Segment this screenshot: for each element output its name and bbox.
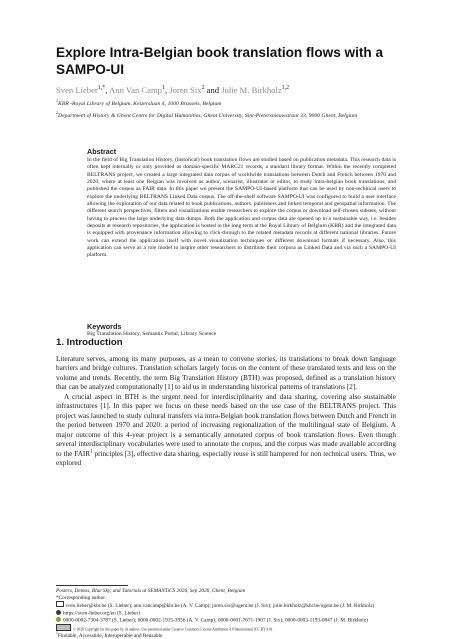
homepage-line bbox=[56, 610, 396, 617]
author-1-sup: 1,* bbox=[97, 85, 106, 92]
venue-note: Posters, Demos, Blue Sky, and Tutorials at SEMANTiCS 2026, Sep 2026, Ghent, Belgium bbox=[56, 588, 246, 594]
orcid-line bbox=[56, 617, 396, 624]
affiliation-2-sup: 2 bbox=[56, 110, 58, 116]
footnote-ref-1[interactable]: 1 bbox=[90, 449, 93, 455]
license-line bbox=[56, 624, 396, 633]
keywords-text: Big Translation History, Semantic Portal, Library Science bbox=[87, 331, 217, 337]
email-line bbox=[56, 601, 396, 609]
paper-title bbox=[56, 44, 396, 78]
footnote-divider bbox=[56, 585, 128, 586]
author-3: Joren Six bbox=[169, 85, 202, 95]
abstract-text: In the field of Big Translation History, (historical) book translation flows are studied based on publication metadata. This research data is often kept internally or only provided as domain-specific MARC21 records, a standard library format. Within the recently completed BELTRANS project, we created a large integrated data corpus of worldwide translations between Dutch and French between 1970 and 2020, where at least one Belgian was involved as author, scenarist, illustrator or editor, to study intra-belgian book translations, and published the corpus as FAIR data. In this paper we present the SAMPO-UI-based platform that can be used by non-technical users to explore the underlying BELTRANS Linked Data corpus. The off-the-shelf software SAMPO-UI was configured to build a user interface allowing the exploration of our data related to book publications, authors, publishers and linked temporal and geospatial information. The different search perspectives, filters and visualizations enable researchers to explore the corpus or download self-chosen subsets, without having to process the large underlying data dumps. Both the application and corpus data are opened up in a sustainable way, i.e. besides deposits at research repositories, the application is hosted in the long term at the Royal Library of Belgium (KBR) and the integrated data is equipped with provenance information allowing to click-through to the related metadata records at different national libraries. Future work can extend the application itself with novel visualization techniques or different download formats if necessary. Also, this application can serve as a role model to inspire other researchers to distribute their corpora as Linked Data and via such a SAMPO-UI platform. bbox=[87, 157, 396, 259]
body-text bbox=[56, 355, 396, 468]
affiliation-2 bbox=[56, 110, 396, 121]
affiliation-1 bbox=[56, 98, 396, 109]
orcid-text[interactable]: 0000-0002-7304-3787 (S. Lieber); 0000-0002-1915-3956 (A. V. Camp); 0000-0001-7671-1907 (J. Six); 0000-0003-1193-0847 (J. M. Birkholz) bbox=[63, 617, 368, 623]
author-4: Julie M. Birkholz bbox=[221, 85, 282, 95]
abstract-heading: Abstract bbox=[87, 147, 117, 156]
author-4-sup: 1,2 bbox=[281, 85, 290, 92]
paragraph-2-end: principles [3], effective data sharing, especially reuse is still hampered for non technical users. Thus, we explored bbox=[56, 449, 396, 467]
cc-by-license-icon bbox=[56, 624, 71, 631]
home-icon bbox=[56, 610, 61, 615]
author-3-sup: 2 bbox=[201, 85, 205, 92]
homepage-link[interactable]: https://sven-lieber.org/en (S. Lieber) bbox=[63, 610, 140, 616]
author-list: Sven Lieber$^{1,*}$, Ann Van Camp$^1$, Joren Six$^2$ and Julie M. Birkholz$^{1,2}$ bbox=[56, 85, 290, 95]
footnotes bbox=[56, 588, 396, 639]
author-1: Sven Lieber bbox=[56, 85, 98, 95]
paragraph-2-text: A crucial aspect in BTH is the urgent need for interdisciplinarity and data sharing, covering also sustainable infrastructures [1]. In this paper we focus on these needs based on the use case of the BELTRANS project. This project was launched to study cultural transfers via intra-Belgian book translation flows between Dutch and French in the period between 1970 and 2020: a period of increasing regionalization of the multilingual state of Belgium. A major outcome of this 4-year project is a semantically annotated corpus of book translation flows. Even though several interdisciplinary vocabularies were used to annotate the corpus, and the corpus was made available according to the FAIR bbox=[56, 392, 396, 458]
footnote-1-text: Findable, Accessible, Interoperable and Reusable bbox=[57, 632, 163, 639]
author-and: and bbox=[204, 85, 222, 95]
section-heading-introduction: 1. Introduction bbox=[56, 337, 123, 348]
abstract-section bbox=[87, 147, 396, 260]
affiliation-1-sup: 1 bbox=[56, 98, 58, 104]
license-text: © 2026 Copyright for this paper by its authors. Use permitted under Creative Commons License Attribution 4.0 International (CC BY 4.0). bbox=[73, 627, 274, 631]
affiliation-2-text: Department of History & Ghent Centre for Digital Humanities, Ghent University, Sint-Pietersnieuwstraat 33, 9000 Ghent, Belgium bbox=[57, 113, 358, 119]
email-icon bbox=[56, 601, 64, 607]
affiliation-1-text: KBR -Royal Library of Belgium, Keizerslaan 4, 1000 Brussels, Belgium bbox=[57, 101, 222, 107]
paragraph-2 bbox=[56, 393, 396, 469]
author-2-sup: 1 bbox=[161, 85, 165, 92]
corresponding-note: *Corresponding author. bbox=[56, 594, 107, 601]
footnote-1 bbox=[56, 630, 396, 639]
keywords-heading: Keywords bbox=[87, 322, 122, 331]
title-line-1: Explore Intra-Belgian book translation flows with a bbox=[56, 45, 384, 60]
keywords-section bbox=[87, 322, 396, 338]
paragraph-1: Literature serves, among its many purposes, as a mean to convene stories, its translations to break down language barriers and bridge cultures. Translation scholars largely focus on the content of these translated texts and less on the volume and trends. Recently, the term Big Translation History (BTH) was proposed, defined as a translation history that can be analyzed computationally [1] to aid us in understanding historical patterns of translations [2]. bbox=[56, 355, 396, 392]
email-text[interactable]: sven.lieber@kbr.be (S. Lieber); ann.vancamp@kbr.be (A. V. Camp); joren.six@ugent.be (J. Six); julie.birkholz@kbr.be/ugent.be (J. M. Birkholz) bbox=[65, 603, 375, 609]
orcid-icon bbox=[56, 617, 61, 622]
author-2: Ann Van Camp bbox=[109, 85, 162, 95]
footnote-1-sup: 1 bbox=[56, 630, 58, 635]
title-line-2: SAMPO-UI bbox=[56, 62, 124, 77]
